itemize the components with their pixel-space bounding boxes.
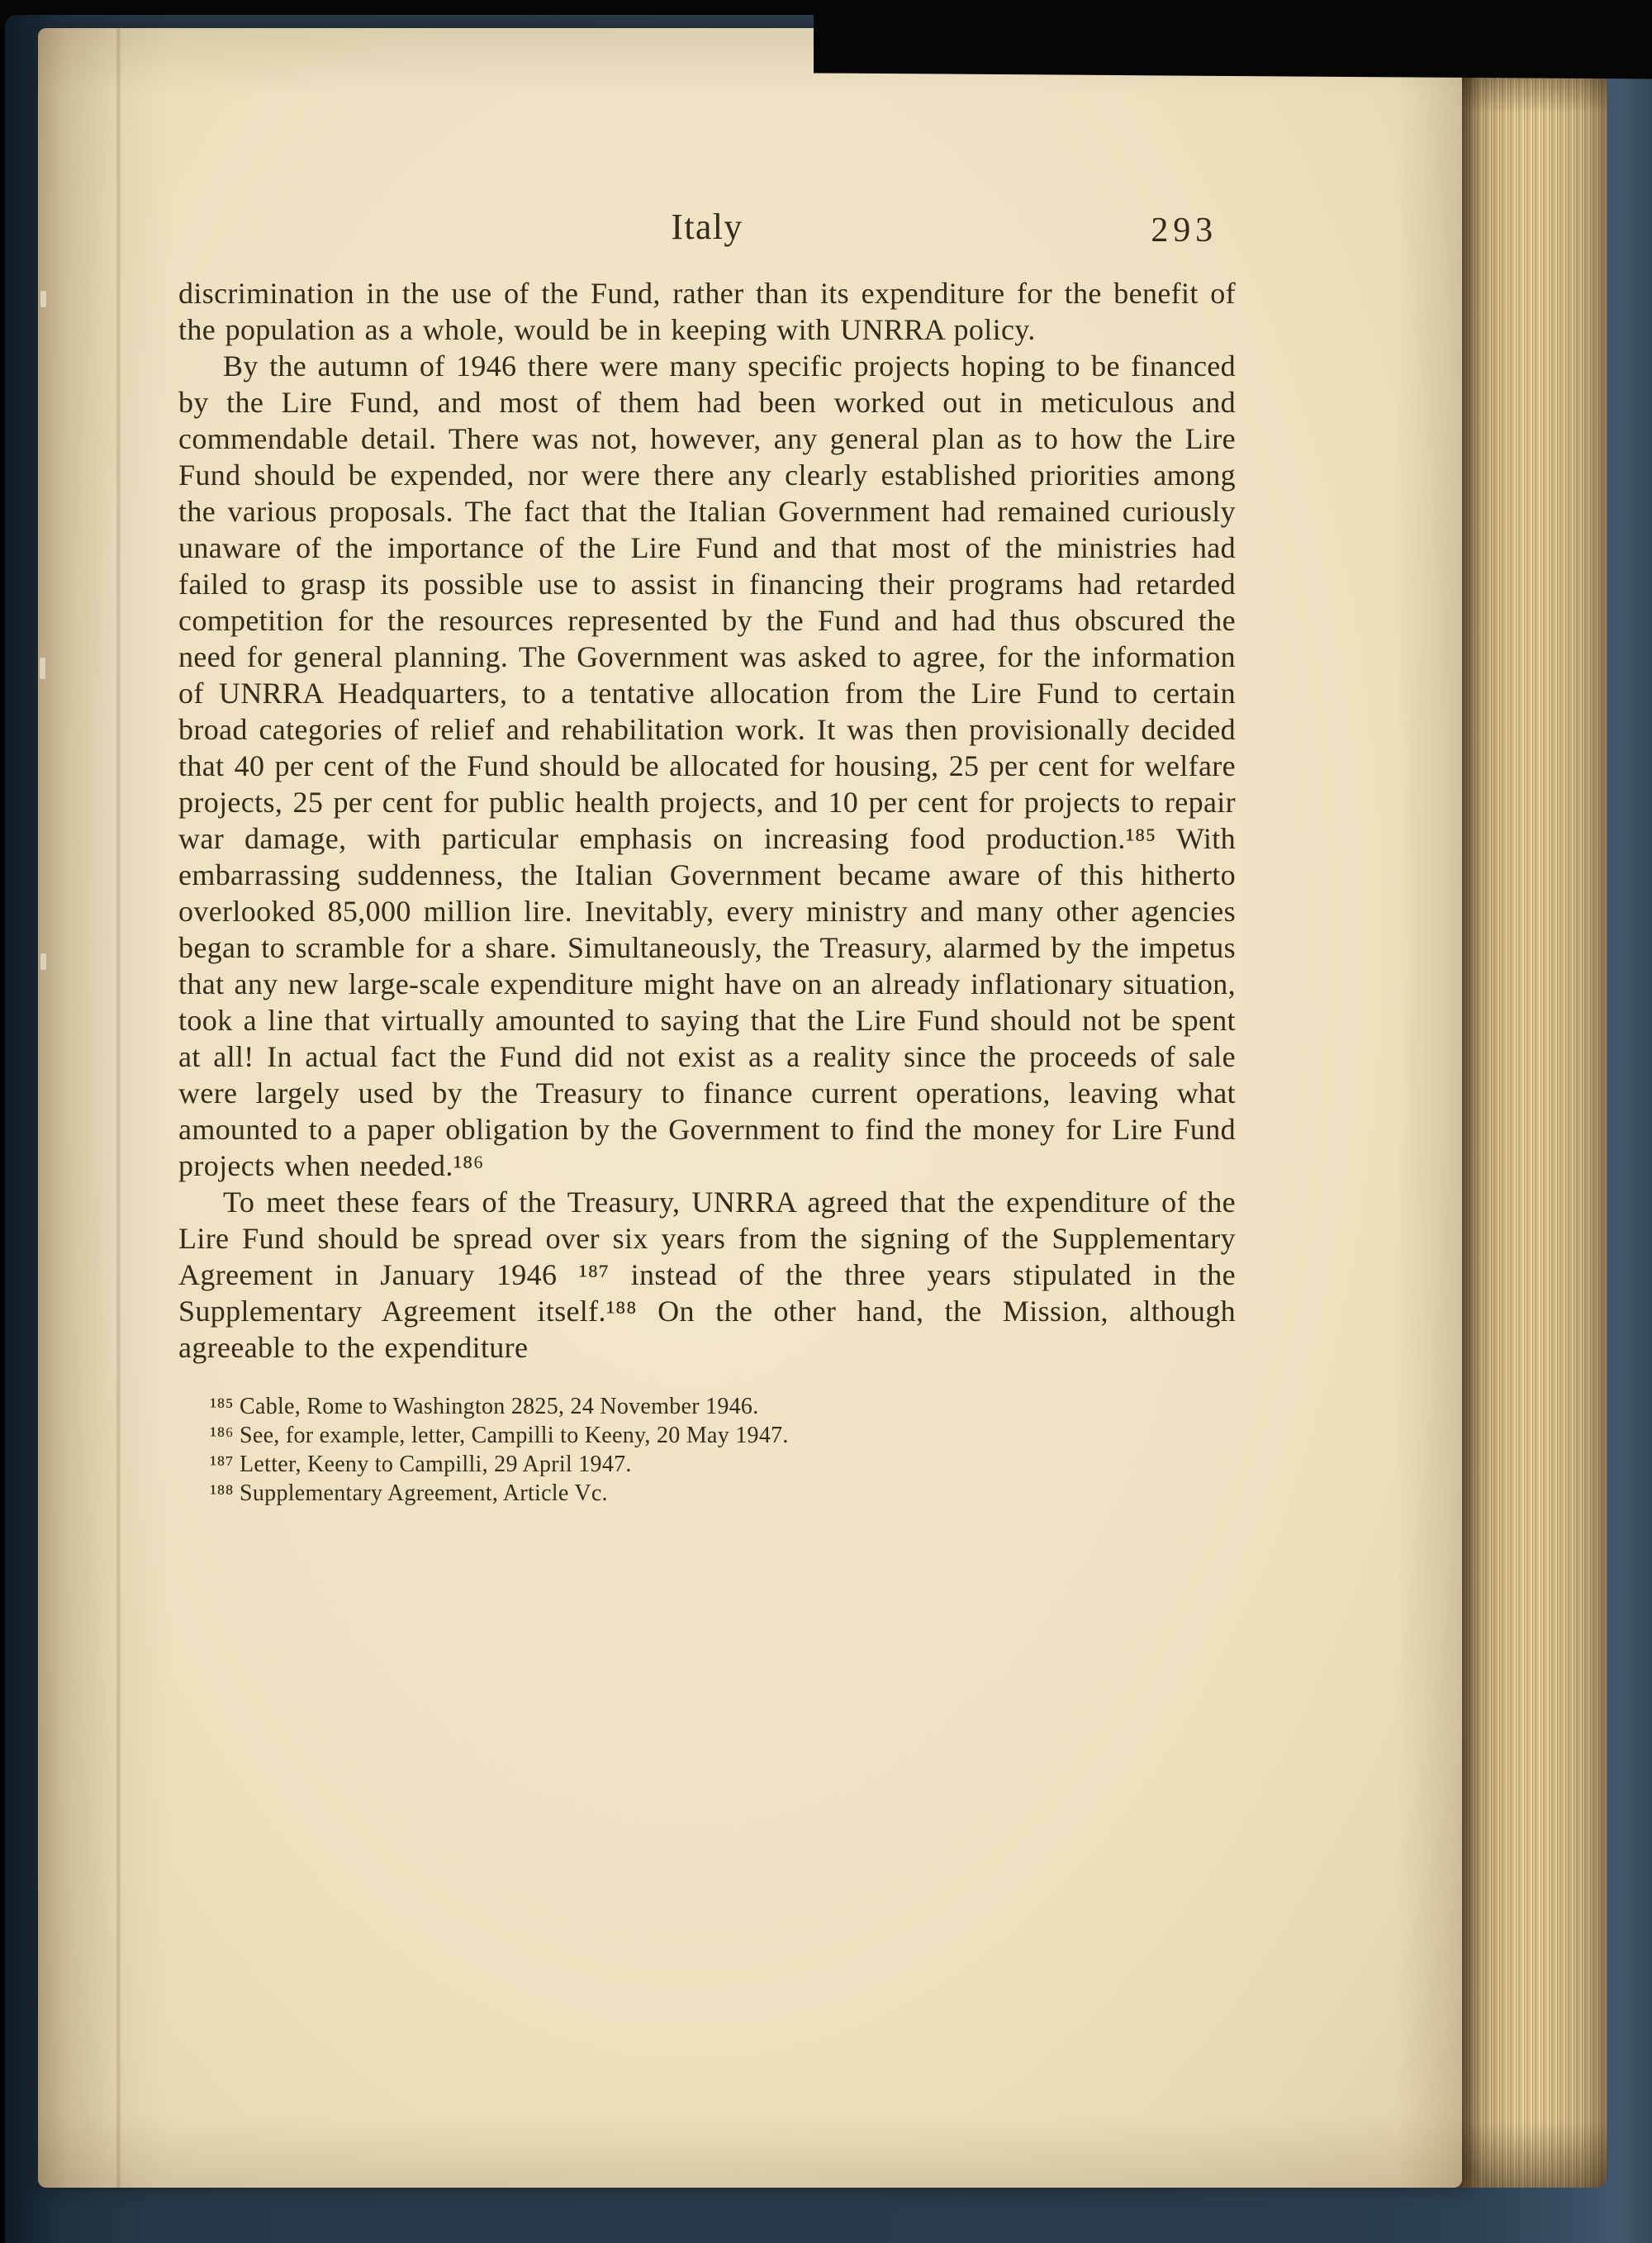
footnotes: [178, 1392, 1236, 1508]
page-fore-edges: [1459, 73, 1607, 2188]
running-head: [178, 206, 1236, 267]
footnote-186: ¹⁸⁶ See, for example, letter, Campilli to Keeny, 20 May 1947.: [210, 1423, 789, 1448]
page-edge-mark: [40, 658, 45, 679]
paragraph-1: discrimination in the use of the Fund, rather than its expenditure for the benefit of the population as a whole, would be in keeping with UNRRA policy.: [178, 277, 1236, 346]
book-page: [38, 28, 1462, 2188]
page-number: 293: [1151, 211, 1218, 249]
body-text: [178, 275, 1236, 1366]
paragraph-2: By the autumn of 1946 there were many specific projects hoping to be financed by the Lire Fund, and most of them had been worked out in meticulous and commendable detail. There was not, however, any general plan as to how the Lire Fund should be expended, nor were there any clearly established priorities among the various proposals. The fact that the Italian Government had remained curiously unaware of the importance of the Lire Fund and that most of the ministries had failed to grasp its possible use to assist in financing their programs had retarded competition for the resources represented by the Fund and had thus obscured the need for general planning. The Government was asked to agree, for the information of UNRRA Headquarters, to a tentative allocation from the Lire Fund to certain broad categories of relief and rehabilitation work. It was then provisionally decided that 40 per cent of the Fund should be allocated for housing, 25 per cent for welfare projects, 25 per cent for public health projects, and 10 per cent for projects to repair war damage, with particular emphasis on increasing food production.¹⁸⁵ With embarrassing suddenness, the Italian Government became aware of this hitherto overlooked 85,000 million lire. Inevitably, every ministry and many other agencies began to scramble for a share. Simultaneously, the Treasury, alarmed by the impetus that any new large-scale expenditure might have on an already inflationary situation, took a line that virtually amounted to saying that the Lire Fund should not be spent at all! In actual fact the Fund did not exist as a reality since the proceeds of sale were largely used by the Treasury to finance current operations, leaving what amounted to a paper obligation by the Government to find the money for Lire Fund projects when needed.¹⁸⁶: [178, 349, 1236, 1182]
text-block: [178, 206, 1236, 1508]
page-edge-mark: [40, 291, 46, 307]
running-head-title: Italy: [671, 207, 743, 247]
footnote-188: ¹⁸⁸ Supplementary Agreement, Article Vc.: [210, 1480, 608, 1506]
photo-background-corner: [814, 0, 1652, 79]
paragraph-3: To meet these fears of the Treasury, UNRRA agreed that the expenditure of the Lire Fund should be spread over six years from the signing of the Supplementary Agreement in January 1946 ¹⁸⁷ instead of the three years stipulated in the Supplementary Agreement itself.¹⁸⁸ On the other hand, the Mission, although agreeable to the expenditure: [178, 1186, 1236, 1364]
footnote-185: ¹⁸⁵ Cable, Rome to Washington 2825, 24 November 1946.: [210, 1394, 759, 1419]
footnote-187: ¹⁸⁷ Letter, Keeny to Campilli, 29 April 1947.: [210, 1452, 632, 1477]
page-edge-mark: [40, 953, 46, 970]
